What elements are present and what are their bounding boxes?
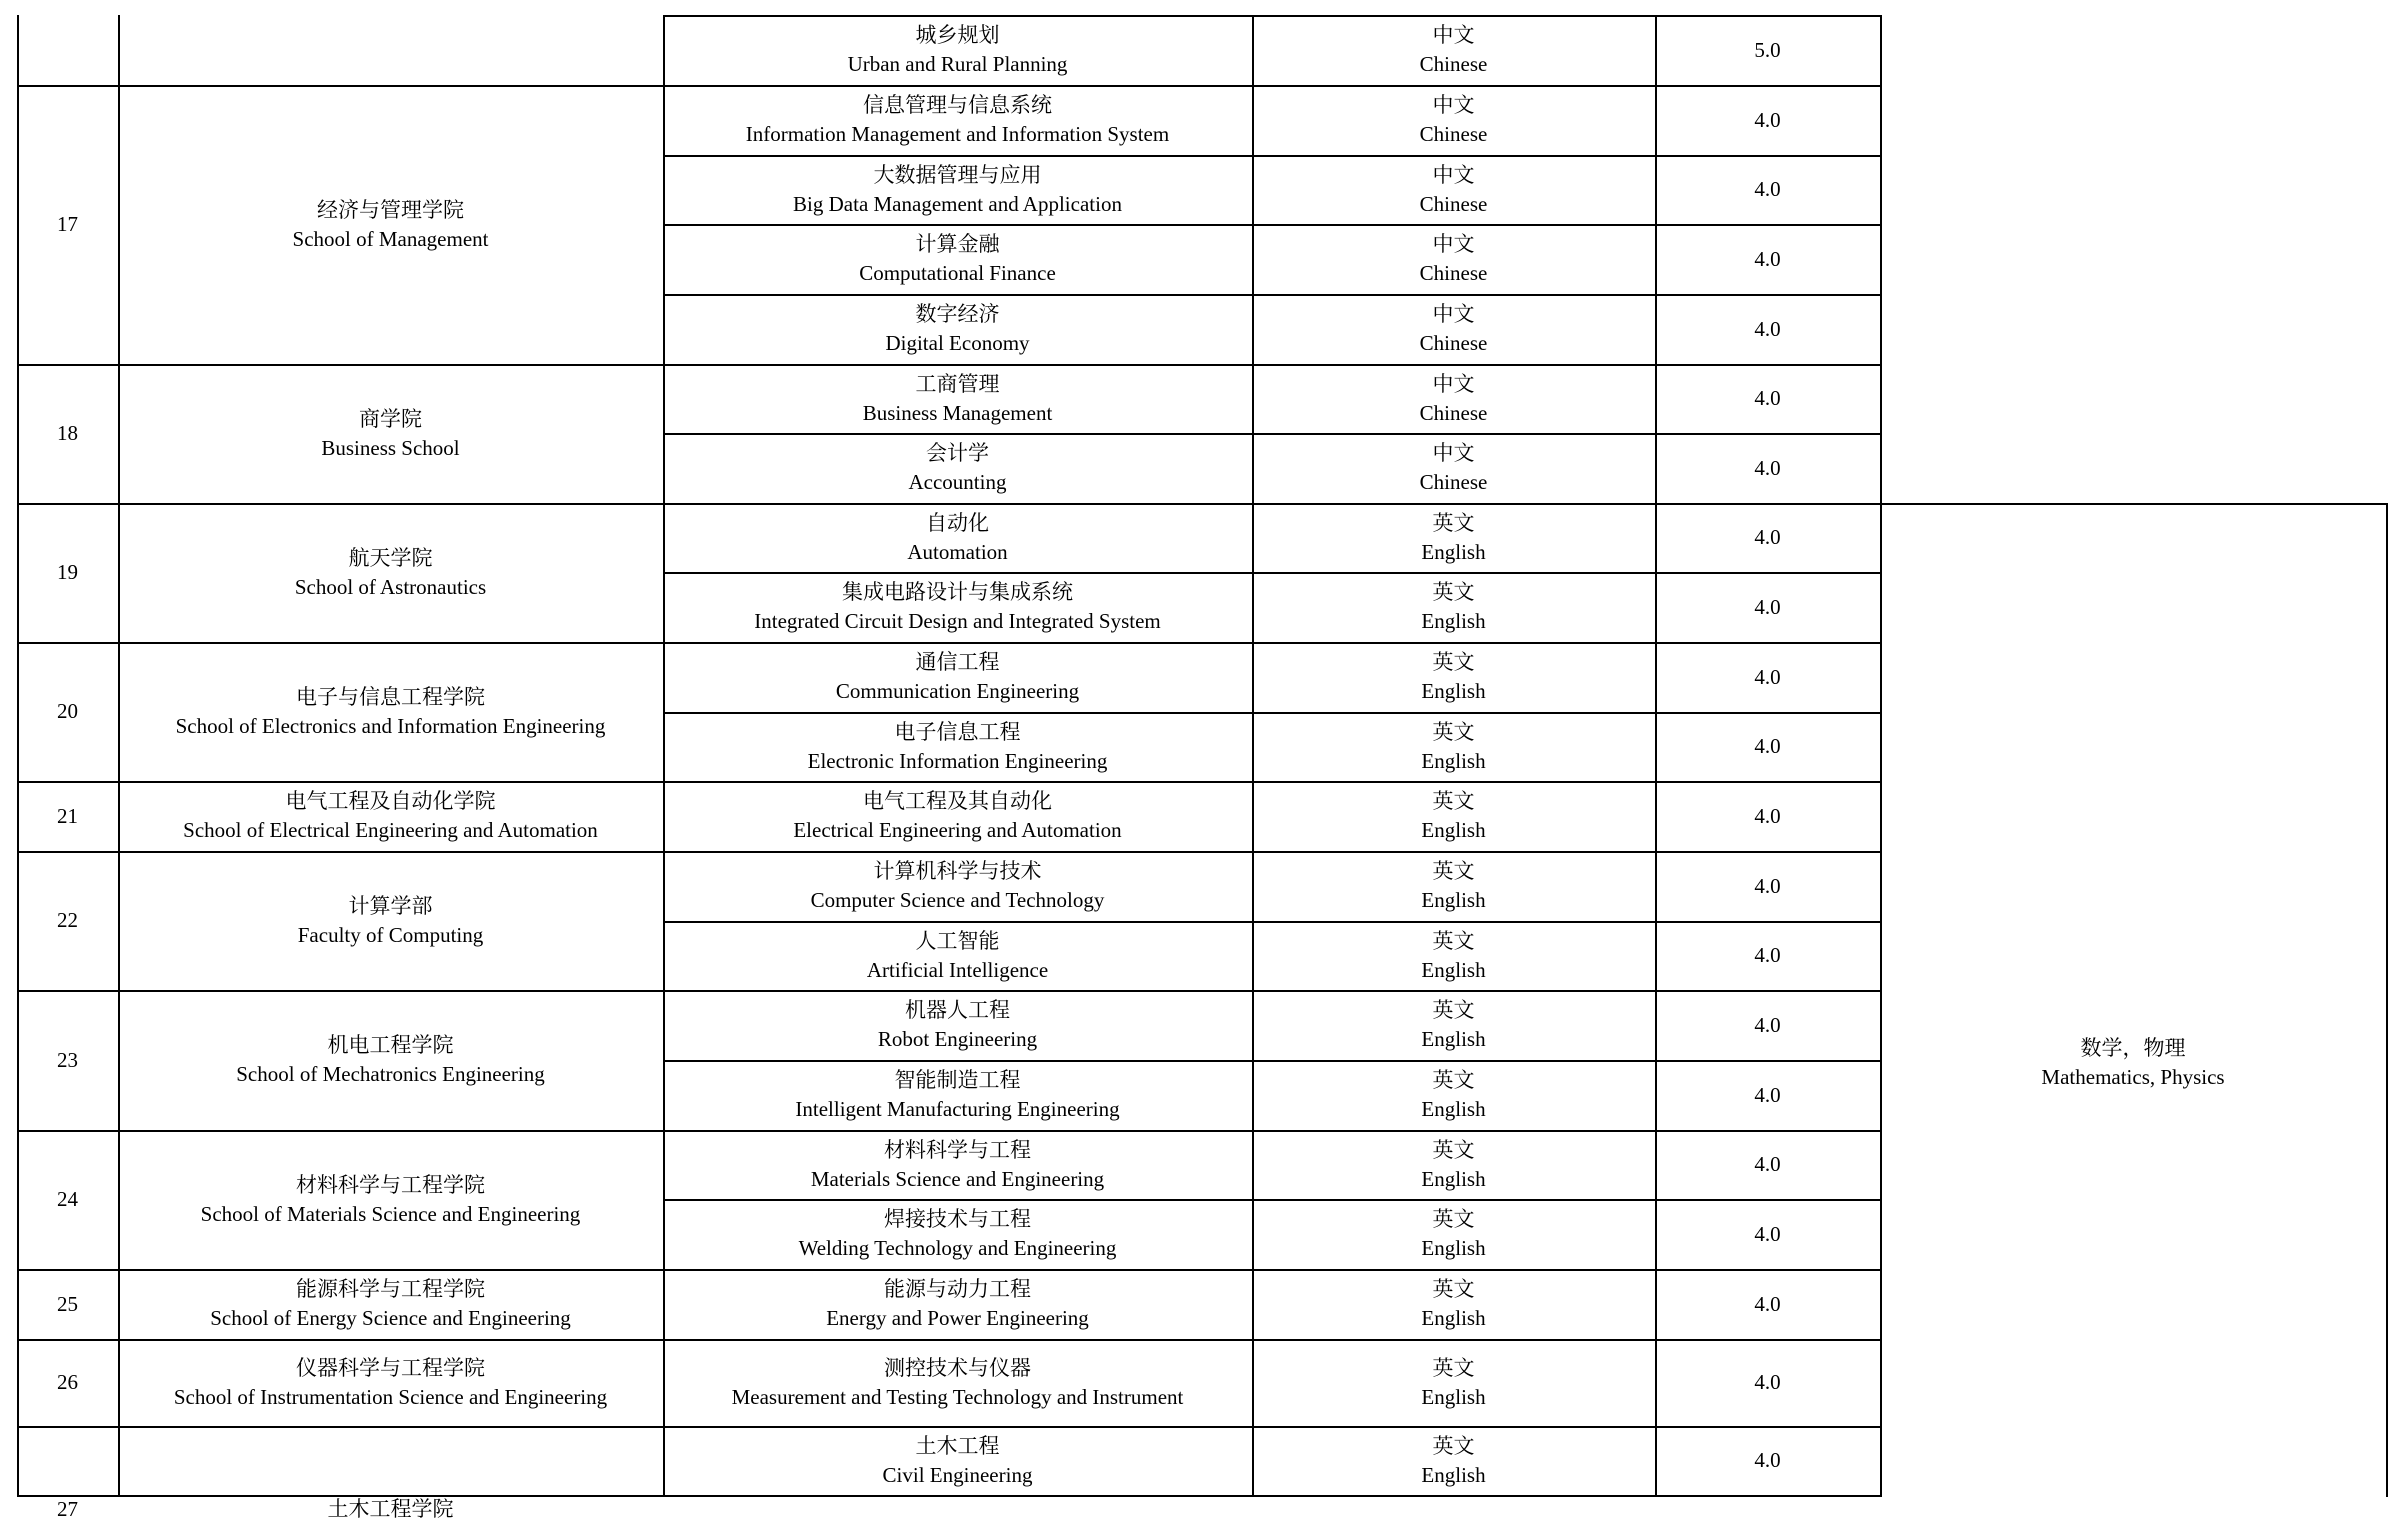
language-zh: 英文 [1432, 1137, 1475, 1162]
years-value: 4.0 [1754, 1152, 1781, 1176]
school-name-en: School of Management [292, 226, 489, 251]
major-name-en: Digital Economy [885, 331, 1030, 355]
row-rule-top [663, 15, 1880, 17]
language-zh: 英文 [1432, 789, 1475, 813]
major-name-en: Energy and Power Engineering [826, 1306, 1089, 1330]
language-en: English [1421, 1306, 1486, 1330]
language-en: Chinese [1419, 52, 1488, 76]
major-name-zh: 集成电路设计与集成系统 [842, 580, 1073, 604]
school-cell [118, 1426, 663, 1523]
row-number-cell [17, 503, 118, 642]
years-cell [1655, 642, 1880, 712]
years-value: 4.0 [1754, 873, 1781, 898]
language-cell [1252, 851, 1655, 921]
major-name-zh: 数字经济 [915, 302, 1000, 326]
group-rule [17, 1269, 1880, 1271]
school-name-zh: 机电工程学院 [327, 1033, 454, 1057]
language-zh: 英文 [1432, 1355, 1475, 1380]
years-value: 4.0 [1754, 1082, 1781, 1107]
major-cell [663, 1130, 1252, 1199]
subrow-rule [663, 155, 1880, 157]
major-cell [663, 712, 1252, 781]
row-number-cell [17, 990, 118, 1130]
years-cell [1655, 572, 1880, 642]
language-en: Chinese [1419, 122, 1488, 146]
major-name-zh: 人工智能 [915, 928, 1000, 953]
school-cell [118, 85, 663, 364]
school-name-en: Faculty of Computing [297, 922, 484, 947]
col-rule-years [1880, 15, 1882, 1497]
col-rule-left [17, 15, 19, 1497]
language-cell [1252, 433, 1655, 503]
years-cell [1655, 294, 1880, 364]
subjects-top-rule [1880, 503, 2387, 505]
school-name-zh: 商学院 [359, 406, 422, 431]
language-en: English [1421, 1236, 1486, 1260]
years-value: 4.0 [1754, 664, 1781, 689]
language-cell [1252, 85, 1655, 155]
major-name-en: Urban and Rural Planning [847, 52, 1068, 76]
school-cell [118, 364, 663, 503]
major-cell [663, 1269, 1252, 1339]
years-value: 4.0 [1754, 316, 1781, 341]
major-name-en: Civil Engineering [882, 1462, 1033, 1487]
years-value: 4.0 [1754, 246, 1781, 271]
group-rule [17, 990, 1880, 992]
major-cell [663, 990, 1252, 1060]
language-zh: 中文 [1432, 441, 1475, 465]
school-name-zh: 航天学院 [348, 545, 433, 570]
years-cell [1655, 1199, 1880, 1269]
school-name-en: School of Mechatronics Engineering [236, 1062, 545, 1086]
major-name-en: Communication Engineering [835, 679, 1080, 703]
language-cell [1252, 1130, 1655, 1199]
row-rule-bottom [663, 1495, 1880, 1497]
major-cell [663, 1060, 1252, 1130]
language-zh: 中文 [1432, 371, 1475, 396]
row-number: 21 [57, 803, 78, 828]
school-name-zh: 电子与信息工程学院 [296, 684, 485, 709]
subjects-zh: 数学，物理 [2080, 1035, 2186, 1060]
language-en: English [1421, 1027, 1486, 1051]
language-zh: 英文 [1432, 1433, 1475, 1458]
years-cell [1655, 15, 1880, 85]
major-name-zh: 材料科学与工程 [884, 1137, 1031, 1162]
major-cell [663, 851, 1252, 921]
school-name-en: Business School [321, 435, 460, 460]
language-cell [1252, 642, 1655, 712]
school-cell [118, 1269, 663, 1339]
language-zh: 英文 [1432, 928, 1475, 953]
major-cell [663, 572, 1252, 642]
school-name-zh: 经济与管理学院 [317, 197, 464, 222]
major-name-en: Electronic Information Engineering [807, 748, 1108, 773]
school-name-zh: 能源科学与工程学院 [296, 1277, 485, 1301]
years-value: 4.0 [1754, 594, 1781, 619]
language-en: English [1421, 1097, 1486, 1121]
school-cell [118, 642, 663, 781]
subrow-rule [663, 712, 1880, 714]
language-zh: 英文 [1432, 580, 1475, 604]
years-cell [1655, 781, 1880, 851]
school-cell [118, 781, 663, 851]
language-zh: 英文 [1432, 719, 1475, 744]
school-name-en: School of Electronics and Information Engineering [175, 713, 606, 738]
major-cell [663, 1199, 1252, 1269]
years-value: 5.0 [1754, 37, 1781, 62]
years-cell [1655, 85, 1880, 155]
major-name-zh: 电气工程及其自动化 [863, 789, 1052, 813]
row-number: 17 [57, 212, 78, 236]
subrow-rule [663, 224, 1880, 226]
col-rule-number [118, 15, 120, 1497]
school-name-zh: 土木工程学院 [327, 1496, 454, 1521]
language-en: English [1421, 679, 1486, 703]
row-rule [17, 85, 1880, 87]
language-en: Chinese [1419, 470, 1488, 494]
subrow-rule [663, 921, 1880, 923]
major-name-en: Computer Science and Technology [810, 888, 1105, 912]
years-cell [1655, 1339, 1880, 1426]
major-name-zh: 城乡规划 [915, 23, 1000, 47]
row-number-cell [17, 1339, 118, 1426]
group-rule [17, 1130, 1880, 1132]
years-cell [1655, 503, 1880, 572]
major-cell [663, 155, 1252, 224]
years-value: 4.0 [1754, 734, 1781, 758]
major-name-zh: 自动化 [926, 510, 989, 535]
years-value: 4.0 [1754, 1370, 1781, 1394]
major-name-zh: 会计学 [926, 441, 989, 465]
major-name-en: Measurement and Testing Technology and Instrument [731, 1384, 1184, 1409]
subrow-rule [663, 572, 1880, 574]
language-en: English [1421, 539, 1486, 564]
major-name-en: Accounting [908, 470, 1007, 494]
language-cell [1252, 781, 1655, 851]
years-cell [1655, 921, 1880, 990]
school-name-en: School of Astronautics [294, 574, 487, 599]
row-number-cell [17, 1426, 118, 1523]
language-cell [1252, 503, 1655, 572]
group-rule [17, 642, 1880, 644]
language-zh: 英文 [1432, 1068, 1475, 1092]
major-cell [663, 294, 1252, 364]
row-number-cell [17, 1269, 118, 1339]
major-cell [663, 921, 1252, 990]
language-cell [1252, 1426, 1655, 1495]
school-name-zh: 计算学部 [348, 893, 433, 918]
language-en: Chinese [1419, 400, 1488, 425]
major-cell [663, 85, 1252, 155]
years-value: 4.0 [1754, 943, 1781, 967]
col-rule-language [1655, 15, 1657, 1497]
major-name-en: Welding Technology and Engineering [798, 1236, 1117, 1260]
school-name-zh: 仪器科学与工程学院 [296, 1355, 485, 1380]
school-name-zh: 材料科学与工程学院 [296, 1172, 485, 1197]
language-zh: 中文 [1432, 23, 1475, 47]
years-cell [1655, 155, 1880, 224]
school-name-en: School of Electrical Engineering and Automation [183, 818, 598, 842]
subjects-cell [1880, 503, 2386, 1523]
years-value: 4.0 [1754, 455, 1781, 480]
group-rule [17, 781, 1880, 783]
group-rule [17, 1426, 1880, 1428]
years-cell [1655, 1130, 1880, 1199]
group-rule [17, 364, 1880, 366]
language-cell [1252, 15, 1655, 85]
row-number: 18 [57, 421, 78, 445]
language-en: Chinese [1419, 331, 1488, 355]
major-name-zh: 土木工程 [915, 1433, 1000, 1458]
row-number: 22 [57, 908, 78, 932]
major-name-zh: 计算机科学与技术 [873, 859, 1042, 883]
major-name-zh: 工商管理 [915, 371, 1000, 396]
major-cell [663, 1339, 1252, 1426]
years-value: 4.0 [1754, 803, 1781, 828]
language-en: English [1421, 888, 1486, 912]
major-name-en: Automation [907, 539, 1008, 564]
major-name-zh: 电子信息工程 [894, 719, 1021, 744]
major-name-en: Business Management [862, 400, 1053, 425]
group-rule [17, 503, 1880, 505]
school-cell [118, 1339, 663, 1426]
major-cell [663, 642, 1252, 712]
language-cell [1252, 1060, 1655, 1130]
group-rule [17, 851, 1880, 853]
subrow-rule [663, 433, 1880, 435]
language-en: English [1421, 1384, 1486, 1409]
years-value: 4.0 [1754, 1448, 1781, 1472]
major-name-en: Integrated Circuit Design and Integrated System [754, 609, 1161, 633]
years-cell [1655, 851, 1880, 921]
language-cell [1252, 1199, 1655, 1269]
language-cell [1252, 155, 1655, 224]
major-name-en: Information Management and Information System [745, 122, 1170, 146]
language-en: English [1421, 609, 1486, 633]
row-number-cell [17, 781, 118, 851]
language-zh: 英文 [1432, 650, 1475, 674]
major-cell [663, 503, 1252, 572]
row-number-cell [17, 364, 118, 503]
school-name-zh: 电气工程及自动化学院 [285, 789, 496, 813]
language-en: English [1421, 748, 1486, 773]
language-cell [1252, 921, 1655, 990]
language-en: English [1421, 957, 1486, 982]
language-zh: 中文 [1432, 302, 1475, 326]
major-name-zh: 机器人工程 [905, 998, 1010, 1022]
row-number-cell [17, 85, 118, 364]
major-name-zh: 焊接技术与工程 [884, 1207, 1031, 1231]
language-en: Chinese [1419, 261, 1488, 285]
major-name-en: Materials Science and Engineering [810, 1166, 1105, 1191]
language-en: Chinese [1419, 191, 1488, 216]
major-name-zh: 通信工程 [915, 650, 1000, 674]
language-cell [1252, 1269, 1655, 1339]
row-number: 23 [57, 1047, 78, 1072]
school-cell [118, 503, 663, 642]
language-cell [1252, 990, 1655, 1060]
col-rule-right [2386, 503, 2388, 1497]
major-name-en: Intelligent Manufacturing Engineering [795, 1097, 1120, 1121]
years-cell [1655, 712, 1880, 781]
group-rule [17, 1339, 1880, 1341]
major-name-en: Artificial Intelligence [866, 957, 1049, 982]
years-cell [1655, 224, 1880, 294]
major-cell [663, 364, 1252, 433]
years-cell [1655, 1060, 1880, 1130]
major-name-zh: 信息管理与信息系统 [863, 93, 1052, 117]
major-name-zh: 大数据管理与应用 [873, 162, 1042, 187]
language-cell [1252, 224, 1655, 294]
row-number: 25 [57, 1291, 78, 1316]
years-cell [1655, 433, 1880, 503]
language-zh: 中文 [1432, 93, 1475, 117]
major-name-en: Electrical Engineering and Automation [793, 818, 1122, 842]
row-number: 27 [57, 1496, 78, 1521]
language-zh: 英文 [1432, 859, 1475, 883]
subrow-rule [663, 1060, 1880, 1062]
col-rule-major [1252, 15, 1254, 1497]
language-cell [1252, 1339, 1655, 1426]
major-name-zh: 能源与动力工程 [884, 1277, 1031, 1301]
major-cell [663, 224, 1252, 294]
major-cell [663, 781, 1252, 851]
subrow-rule [663, 294, 1880, 296]
row-number: 20 [57, 699, 78, 723]
language-en: English [1421, 1462, 1486, 1487]
major-name-en: Computational Finance [859, 261, 1056, 285]
row-number: 24 [57, 1187, 78, 1211]
language-cell [1252, 572, 1655, 642]
language-zh: 英文 [1432, 1277, 1475, 1301]
years-value: 4.0 [1754, 1221, 1781, 1246]
subrow-rule [663, 1199, 1880, 1201]
years-cell [1655, 1426, 1880, 1495]
major-cell [663, 433, 1252, 503]
row-number-cell [17, 642, 118, 781]
language-zh: 中文 [1432, 232, 1475, 256]
years-cell [1655, 364, 1880, 433]
row-number-cell [17, 851, 118, 990]
col-rule-school [663, 15, 665, 1497]
school-cell [118, 1130, 663, 1269]
row-number: 26 [57, 1370, 78, 1394]
years-value: 4.0 [1754, 1291, 1781, 1316]
language-en: English [1421, 818, 1486, 842]
row-number: 19 [57, 560, 78, 584]
major-name-en: Big Data Management and Application [793, 191, 1122, 216]
years-value: 4.0 [1754, 525, 1781, 549]
language-zh: 中文 [1432, 162, 1475, 187]
years-cell [1655, 1269, 1880, 1339]
language-zh: 英文 [1432, 998, 1475, 1022]
major-name-zh: 智能制造工程 [894, 1068, 1021, 1092]
major-cell [663, 1426, 1252, 1495]
school-name-en: School of Instrumentation Science and Engineering [173, 1384, 608, 1409]
school-name-en: School of Materials Science and Engineering [200, 1201, 581, 1226]
major-name-zh: 计算金融 [915, 232, 1000, 256]
language-cell [1252, 294, 1655, 364]
row-number-cell [17, 1130, 118, 1269]
language-cell [1252, 364, 1655, 433]
years-value: 4.0 [1754, 1012, 1781, 1037]
years-value: 4.0 [1754, 107, 1781, 132]
school-name-en: School of Energy Science and Engineering [210, 1306, 571, 1330]
language-en: English [1421, 1166, 1486, 1191]
years-value: 4.0 [1754, 177, 1781, 201]
major-name-zh: 测控技术与仪器 [884, 1355, 1031, 1380]
years-cell [1655, 990, 1880, 1060]
school-cell [118, 990, 663, 1130]
subjects-en: Mathematics, Physics [2041, 1064, 2225, 1089]
major-name-en: Robot Engineering [877, 1027, 1038, 1051]
language-zh: 英文 [1432, 510, 1475, 535]
language-cell [1252, 712, 1655, 781]
school-cell [118, 851, 663, 990]
years-value: 4.0 [1754, 386, 1781, 410]
major-cell [663, 15, 1252, 85]
language-zh: 英文 [1432, 1207, 1475, 1231]
